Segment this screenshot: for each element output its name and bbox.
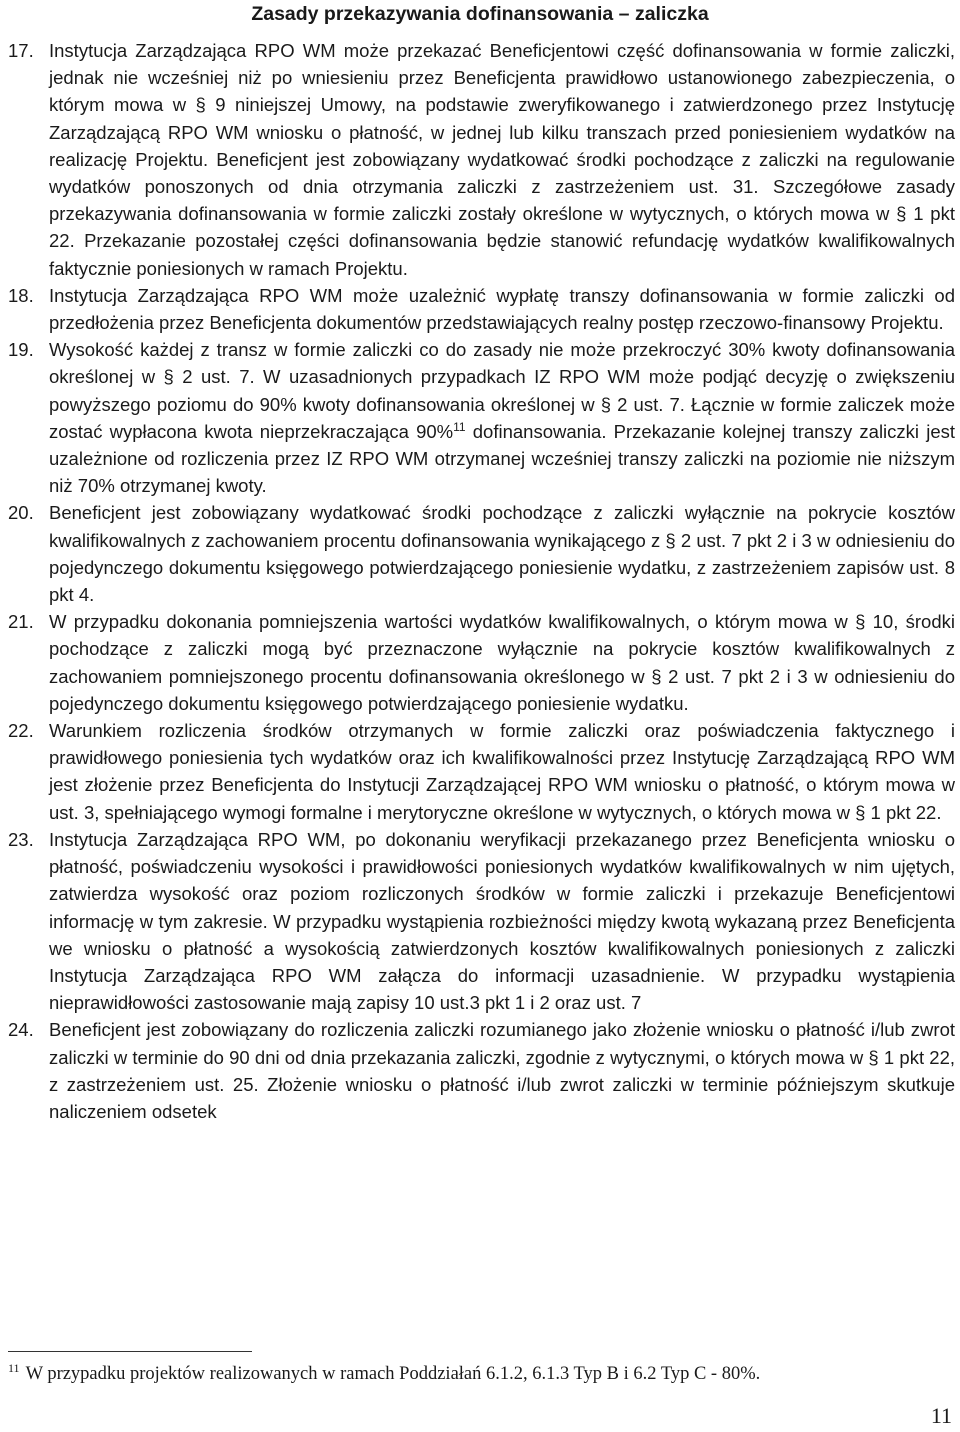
clause-text: Beneficjent jest zobowiązany do rozliczenia zaliczki rozumianego jako złożenie wniosku o płatność i/lub zwrot zaliczki w terminie do 90 dni od dnia przekazania zaliczki, zgodnie z wytycznymi, o których mowa w § 1 pkt 22, z zastrzeżeniem ust. 25. Złożenie wniosku o płatność i/lub zwrot zaliczki w terminie późniejszym skutkuje naliczeniem odsetek (49, 1019, 955, 1122)
clause-text: Instytucja Zarządzająca RPO WM, po dokonaniu weryfikacji przekazanego przez Beneficjenta wniosku o płatność, poświadczeniu wysokości i prawidłowości poniesionych wydatków kwalifikowalnych w nim ujętych, zatwierdza wysokość oraz poziom rozliczonych środków w formie zaliczki i przekazuje Beneficjentowi informację w tym zakresie. W przypadku wystąpienia rozbieżności między kwotą wykazaną przez Beneficjenta we wniosku o płatność a wysokością zatwierdzonych kosztów kwalifikowalnych poniesionych z zaliczki Instytucja Zarządzająca RPO WM załącza do informacji uzasadnienie. W przypadku wystąpienia nieprawidłowości zastosowanie mają zapisy 10 ust.3 pkt 1 i 2 oraz ust. 7 (49, 828, 955, 1014)
clause-19 (0, 336, 960, 499)
footnote (8, 1362, 948, 1386)
footnote-text: W przypadku projektów realizowanych w ramach Poddziałań 6.1.2, 6.1.3 Typ B i 6.2 Typ C - 80%. (25, 1364, 761, 1384)
clause-24 (0, 1016, 960, 1125)
footnote-separator (8, 1351, 252, 1352)
page-number: 11 (930, 1403, 952, 1428)
clause-number: 19. (8, 339, 34, 361)
clause-number: 20. (8, 502, 34, 524)
clause-22 (0, 717, 960, 826)
clause-text-part: dofinansowania. Przekazanie kolejnej transzy zaliczki jest uzależnione od rozliczenia przez IZ RPO WM otrzymanej wcześniej transzy zaliczki na poziomie nie niższym niż 70% otrzymanej kwoty. (49, 420, 956, 497)
footnote-reference: 11 (453, 419, 466, 434)
clause-text: W przypadku dokonania pomniejszenia wartości wydatków kwalifikowalnych, o którym mowa w § 10, środki pochodzące z zaliczki mogą być przeznaczone wyłącznie na pokrycie kosztów kwalifikowalnych z zachowaniem pomniejszonego procentu dofinansowania określonego w § 2 ust. 7 pkt 2 i 3 w odniesieniu do pojedynczego dokumentu księgowego potwierdzającego poniesienie wydatku. (49, 611, 955, 714)
clause-number: 22. (8, 720, 34, 742)
clause-17 (0, 37, 960, 282)
clause-text: Instytucja Zarządzająca RPO WM może uzależnić wypłatę transzy dofinansowania w formie zaliczki od przedłożenia przez Beneficjenta dokumentów przedstawiających realny postęp rzeczowo-finansowy Projektu. (49, 284, 955, 334)
clause-text (49, 336, 955, 499)
clause-20 (0, 499, 960, 608)
clause-18 (0, 282, 960, 336)
clause-text-part: Wysokość każdej z transz w formie zaliczki co do zasady nie może przekroczyć 30% kwoty dofinansowania określonej w § 2 ust. 7. W uzasadnionych przypadkach IZ RPO WM może podjąć decyzję o zwiększeniu powyższego poziomu do 90% kwoty dofinansowania określonej w § 2 ust. 7. Łącznie w formie zaliczek może zostać wypłacona kwota nieprzekraczająca 90% (49, 339, 955, 442)
clause-23 (0, 826, 960, 1016)
clause-number: 23. (8, 828, 34, 850)
clause-list (0, 37, 960, 1125)
clause-number: 17. (8, 40, 34, 61)
clause-number: 24. (8, 1019, 34, 1041)
footnote-mark: 11 (8, 1360, 20, 1375)
section-title: Zasady przekazywania dofinansowania – zaliczka (251, 3, 709, 25)
clause-text: Warunkiem rozliczenia środków otrzymanych w formie zaliczki oraz poświadczenia faktycznego i prawidłowego poniesienia tych wydatków oraz ich kwalifikowalności przez Instytucję Zarządzającą RPO WM jest złożenie przez Beneficjenta do Instytucji Zarządzającej RPO WM wniosku o płatność, o którym mowa w ust. 3, spełniającego wymogi formalne i merytoryczne określone w wytycznych, o których mowa w § 1 pkt 22. (49, 720, 955, 823)
clause-21 (0, 608, 960, 717)
clause-number: 18. (8, 284, 34, 306)
clause-number: 21. (8, 611, 34, 633)
clause-text: Instytucja Zarządzająca RPO WM może przekazać Beneficjentowi część dofinansowania w formie zaliczki, jednak nie wcześniej niż po wniesieniu przez Beneficjenta prawidłowo ustanowionego zabezpieczenia, o którym mowa w § 9 niniejszej Umowy, na podstawie zweryfikowanego i zatwierdzonego przez Instytucję Zarządzającą RPO WM wniosku o płatność, w jednej lub kilku transzach przed poniesieniem wydatków na realizację Projektu. Beneficjent jest zobowiązany wydatkować środki pochodzące z zaliczki na regulowanie wydatków ponoszonych od dnia otrzymania zaliczki z zastrzeżeniem ust. 31. Szczegółowe zasady przekazywania dofinansowania w formie zaliczki zostały określone w wytycznych, o których mowa w § 1 pkt 22. Przekazanie pozostałej części dofinansowania będzie stanowić refundację wydatków kwalifikowalnych faktycznie poniesionych w ramach Projektu. (49, 40, 955, 279)
clause-text: Beneficjent jest zobowiązany wydatkować środki pochodzące z zaliczki wyłącznie na pokrycie kosztów kwalifikowalnych z zachowaniem procentu dofinansowania wynikającego z § 2 ust. 7 pkt 2 i 3 w odniesieniu do pojedynczego dokumentu księgowego potwierdzającego poniesienie wydatku, z zastrzeżeniem zapisów ust. 8 pkt 4. (49, 502, 955, 606)
